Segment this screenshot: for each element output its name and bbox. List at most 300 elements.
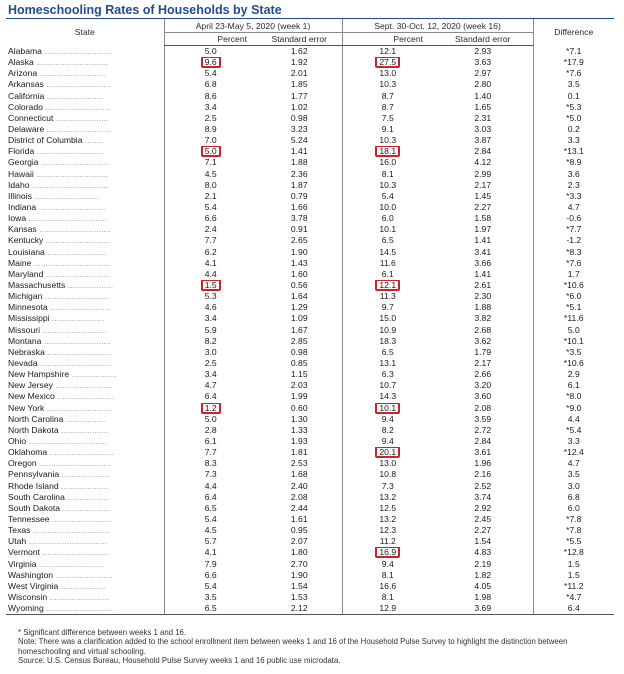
state-name-cell (6, 169, 164, 180)
state-name-cell (6, 224, 164, 235)
difference-value: 0.1 (567, 90, 580, 101)
difference-value-cell (533, 79, 614, 90)
state-name-cell (6, 213, 164, 224)
source-note: Source: U.S. Census Bureau, Household Pulse Survey weeks 1 and 16 public use microdata. (18, 655, 341, 665)
week16-percent: 10.3 (379, 179, 397, 190)
table-row (6, 547, 614, 558)
state-name: Oklahoma (8, 447, 48, 458)
week16-stderr: 2.93 (474, 46, 492, 57)
week16-stderr-cell (433, 213, 533, 224)
state-name-cell (6, 558, 164, 569)
week1-percent-cell (164, 558, 257, 569)
week16-percent-cell (342, 425, 433, 436)
week1-percent: 6.5 (204, 502, 217, 513)
leader-dots: ........................ (54, 391, 115, 402)
week1-stderr: 0.79 (290, 190, 308, 201)
week16-percent-cell (342, 313, 433, 324)
week1-stderr-cell (257, 191, 342, 202)
week1-stderr-cell (257, 68, 342, 79)
difference-value: *7.1 (566, 45, 582, 56)
week16-stderr: 3.87 (474, 135, 492, 146)
difference-value: *17.9 (563, 57, 584, 68)
week16-stderr-cell (433, 291, 533, 302)
week1-percent: 2.5 (204, 112, 217, 123)
week1-percent: 2.5 (204, 358, 217, 368)
week16-percent-cell (342, 570, 433, 581)
week1-stderr-cell (257, 414, 342, 425)
homeschool-table-container (6, 18, 614, 615)
week1-stderr-cell (257, 157, 342, 168)
header-week1-percent: Percent (164, 33, 257, 46)
week16-stderr: 2.27 (474, 202, 492, 213)
week1-stderr-cell (257, 91, 342, 102)
state-name-cell (6, 46, 164, 58)
difference-value: *5.5 (566, 536, 582, 547)
week16-stderr: 2.17 (474, 358, 492, 368)
table-row (6, 391, 614, 402)
state-name: New Hampshire (8, 369, 70, 380)
week1-stderr: 1.54 (290, 580, 308, 591)
week1-stderr-cell (257, 436, 342, 447)
difference-value-cell (533, 514, 614, 525)
difference-value-cell (533, 547, 614, 558)
difference-value-cell (533, 169, 614, 180)
week1-percent-cell (164, 280, 257, 291)
week16-stderr: 2.16 (474, 469, 492, 480)
difference-value: *5.4 (566, 424, 582, 435)
week16-percent: 5.4 (381, 190, 394, 201)
week1-percent: 3.0 (204, 346, 217, 357)
week16-stderr: 2.19 (474, 558, 492, 569)
week1-percent: 5.7 (204, 536, 217, 547)
leader-dots: ............................ (37, 68, 107, 79)
difference-value-cell (533, 180, 614, 191)
difference-value: 1.7 (567, 268, 580, 279)
state-name-cell (6, 492, 164, 503)
week16-percent: 13.2 (379, 491, 397, 502)
difference-value: *10.6 (563, 280, 584, 291)
week1-percent: 4.6 (204, 302, 217, 313)
table-row (6, 57, 614, 68)
week1-stderr: 1.62 (290, 46, 308, 57)
week16-percent-cell (342, 247, 433, 258)
week16-percent-cell (342, 492, 433, 503)
table-row (6, 191, 614, 202)
header-week16-stderr: Standard error (433, 33, 533, 46)
homeschool-table (6, 18, 614, 615)
week16-percent: 12.9 (379, 603, 397, 614)
leader-dots: .............................. (33, 57, 108, 68)
week16-stderr: 1.41 (474, 235, 492, 246)
week16-percent: 9.7 (381, 302, 394, 313)
week1-stderr: 1.43 (290, 257, 308, 268)
state-name-cell (6, 269, 164, 280)
table-row (6, 135, 614, 146)
week16-percent-cell (342, 235, 433, 246)
week16-stderr: 1.96 (474, 458, 492, 469)
table-row (6, 235, 614, 246)
difference-value-cell (533, 57, 614, 68)
week16-stderr: 3.82 (474, 313, 492, 324)
week16-stderr: 4.05 (474, 580, 492, 591)
state-name-cell (6, 291, 164, 302)
week1-percent: 5.3 (204, 291, 217, 302)
week16-stderr: 3.03 (474, 124, 492, 135)
week1-percent: 3.4 (204, 369, 217, 380)
week16-percent: 6.1 (381, 268, 394, 279)
leader-dots: ............................ (43, 603, 113, 614)
week1-percent: 3.4 (204, 101, 217, 112)
week16-stderr: 3.74 (474, 491, 492, 502)
leader-dots: ................................. (26, 213, 108, 224)
week1-percent-cell (164, 403, 257, 414)
week1-stderr-cell (257, 46, 342, 58)
week1-stderr: 2.65 (290, 235, 308, 246)
table-row (6, 347, 614, 358)
difference-value: 6.8 (567, 491, 580, 502)
week1-stderr: 0.95 (290, 525, 308, 536)
week1-percent-cell (164, 592, 257, 603)
week16-percent-cell (342, 469, 433, 480)
table-row (6, 202, 614, 213)
week16-stderr-cell (433, 258, 533, 269)
state-name: Delaware (8, 124, 45, 135)
week16-percent: 9.4 (381, 413, 394, 424)
leader-dots: ........................... (44, 402, 112, 413)
difference-value: 3.6 (567, 168, 580, 179)
leader-dots: ................... (65, 280, 114, 291)
week16-stderr-cell (433, 458, 533, 469)
week16-percent-cell (342, 135, 433, 146)
week1-stderr: 1.88 (290, 157, 308, 168)
week1-stderr-cell (257, 146, 342, 157)
table-row (6, 436, 614, 447)
state-name-cell (6, 436, 164, 447)
leader-dots: ......................... (44, 246, 107, 257)
week1-stderr: 3.78 (290, 213, 308, 224)
state-name-cell (6, 202, 164, 213)
week16-stderr-cell (433, 302, 533, 313)
week16-stderr-cell (433, 79, 533, 90)
state-name: Oregon (8, 458, 37, 469)
week1-percent-cell (164, 458, 257, 469)
header-state: State (6, 19, 164, 46)
week16-percent: 15.0 (379, 313, 397, 324)
week16-stderr-cell (433, 447, 533, 458)
week16-percent-cell (342, 91, 433, 102)
week1-stderr-cell (257, 492, 342, 503)
state-name: West Virginia (8, 580, 59, 591)
state-name: Arkansas (8, 79, 44, 90)
difference-value-cell (533, 46, 614, 58)
week16-stderr-cell (433, 503, 533, 514)
state-name-cell (6, 447, 164, 458)
table-row (6, 425, 614, 436)
week16-percent: 13.0 (379, 68, 397, 79)
week16-stderr-cell (433, 603, 533, 615)
week1-percent: 8.3 (204, 458, 217, 469)
week16-stderr: 2.80 (474, 79, 492, 90)
week1-stderr: 2.03 (290, 380, 308, 391)
week1-stderr-cell (257, 302, 342, 313)
week1-percent: 4.4 (204, 480, 217, 491)
week16-percent: 8.1 (381, 569, 394, 580)
week16-stderr: 3.20 (474, 380, 492, 391)
state-name: Washington (8, 569, 54, 580)
difference-value: *5.0 (566, 112, 582, 123)
week1-percent: 8.0 (204, 179, 217, 190)
week16-percent-cell (342, 68, 433, 79)
leader-dots: ............................ (41, 335, 111, 346)
state-name: Alaska (8, 57, 34, 68)
state-name-cell (6, 91, 164, 102)
week16-stderr: 1.82 (474, 569, 492, 580)
week16-percent-cell (342, 592, 433, 603)
state-name: Virginia (8, 558, 37, 569)
state-name-cell (6, 247, 164, 258)
leader-dots: ................................ (29, 179, 109, 190)
leader-dots: ................................. (26, 536, 108, 547)
table-row (6, 458, 614, 469)
week16-stderr-cell (433, 369, 533, 380)
week16-stderr-cell (433, 280, 533, 291)
week16-stderr-cell (433, 469, 533, 480)
week1-percent-cell (164, 157, 257, 168)
week1-stderr: 0.60 (290, 402, 308, 413)
week16-stderr-cell (433, 180, 533, 191)
week1-percent-cell (164, 581, 257, 592)
week1-stderr: 0.98 (290, 112, 308, 123)
week16-percent-cell (342, 157, 433, 168)
difference-value: 2.3 (567, 179, 580, 190)
week1-percent: 5.4 (204, 513, 217, 524)
leader-dots: .............................. (33, 168, 108, 179)
week16-percent-cell (342, 213, 433, 224)
week1-stderr-cell (257, 536, 342, 547)
week1-percent-cell (164, 191, 257, 202)
week16-stderr-cell (433, 358, 533, 369)
week1-percent: 4.1 (204, 257, 217, 268)
significance-note: * Significant difference between weeks 1 and 16. (18, 628, 187, 637)
difference-value-cell (533, 592, 614, 603)
table-row (6, 157, 614, 168)
week1-stderr-cell (257, 558, 342, 569)
week1-percent-cell (164, 180, 257, 191)
week16-stderr: 1.88 (474, 302, 492, 313)
state-name: Kansas (8, 224, 37, 235)
table-row (6, 536, 614, 547)
week1-stderr-cell (257, 135, 342, 146)
difference-value-cell (533, 391, 614, 402)
state-name-cell (6, 469, 164, 480)
week16-percent-cell (342, 436, 433, 447)
state-name: Idaho (8, 179, 30, 190)
week16-percent-cell (342, 224, 433, 235)
week1-stderr: 1.15 (290, 369, 308, 380)
state-name-cell (6, 113, 164, 124)
difference-value: 4.7 (567, 458, 580, 469)
table-row (6, 224, 614, 235)
difference-value: 5.0 (567, 324, 580, 335)
week1-percent: 5.0 (204, 413, 217, 424)
state-name-cell (6, 480, 164, 491)
difference-value: *10.1 (563, 335, 584, 346)
table-row (6, 91, 614, 102)
week16-stderr-cell (433, 581, 533, 592)
week16-percent-cell (342, 380, 433, 391)
leader-dots: ........................... (40, 324, 107, 335)
week16-percent: 16.0 (379, 157, 397, 168)
week16-percent-cell (342, 124, 433, 135)
week16-percent: 8.1 (381, 168, 394, 179)
week16-stderr-cell (433, 46, 533, 58)
week1-percent: 4.5 (204, 168, 217, 179)
state-name: Michigan (8, 291, 43, 302)
table-row (6, 113, 614, 124)
difference-value: *7.7 (566, 224, 582, 235)
week16-percent: 10.1 (379, 224, 397, 235)
state-name: Mississippi (8, 313, 50, 324)
week1-percent-cell (164, 603, 257, 615)
difference-value-cell (533, 347, 614, 358)
week1-stderr: 1.09 (290, 313, 308, 324)
difference-value-cell (533, 380, 614, 391)
week1-stderr-cell (257, 469, 342, 480)
week1-percent: 6.6 (204, 213, 217, 224)
difference-value: *4.7 (566, 591, 582, 602)
table-row (6, 79, 614, 90)
difference-value: *7.8 (566, 525, 582, 536)
week16-percent-cell (342, 302, 433, 313)
leader-dots: ......................... (47, 302, 110, 313)
state-name-cell (6, 458, 164, 469)
leader-dots: ................................. (26, 435, 108, 446)
week16-percent-cell (342, 358, 433, 369)
week1-percent-cell (164, 135, 257, 146)
leader-dots: ........................ (53, 569, 113, 580)
week1-stderr-cell (257, 79, 342, 90)
difference-value: *11.2 (564, 580, 584, 591)
week1-stderr: 0.85 (290, 358, 308, 368)
week16-percent-cell (342, 514, 433, 525)
week16-percent: 8.1 (381, 591, 394, 602)
table-row (6, 558, 614, 569)
week16-percent: 12.3 (379, 525, 397, 536)
week16-percent-cell (342, 57, 433, 68)
state-name: Arizona (8, 68, 38, 79)
week1-percent-cell (164, 492, 257, 503)
week16-percent-cell (342, 325, 433, 336)
week16-stderr-cell (433, 414, 533, 425)
week16-percent: 6.0 (381, 213, 394, 224)
state-name: Colorado (8, 101, 43, 112)
week1-percent-cell (164, 358, 257, 369)
week16-percent: 14.5 (379, 246, 397, 257)
difference-value-cell (533, 247, 614, 258)
difference-value: *12.8 (563, 547, 584, 558)
state-name-cell (6, 514, 164, 525)
state-name: New Jersey (8, 380, 53, 391)
week1-percent-cell (164, 436, 257, 447)
week1-stderr: 2.85 (290, 335, 308, 346)
week1-percent-cell (164, 570, 257, 581)
week16-percent-highlighted: 10.1 (375, 403, 400, 414)
week16-stderr-cell (433, 492, 533, 503)
week16-percent-cell (342, 79, 433, 90)
week1-stderr-cell (257, 525, 342, 536)
week16-percent: 9.1 (381, 124, 394, 135)
leader-dots: .................... (60, 502, 111, 513)
state-name: Louisiana (8, 246, 45, 257)
difference-value-cell (533, 469, 614, 480)
state-name: Minnesota (8, 302, 48, 313)
table-row (6, 447, 614, 458)
leader-dots: ...................... (53, 112, 109, 123)
difference-value: 1.5 (567, 569, 580, 580)
week16-stderr: 3.59 (474, 413, 492, 424)
week16-percent-cell (342, 391, 433, 402)
table-row (6, 313, 614, 324)
state-name-cell (6, 102, 164, 113)
difference-value-cell (533, 213, 614, 224)
week1-stderr: 5.24 (290, 135, 308, 146)
week1-stderr: 1.68 (290, 469, 308, 480)
state-name-cell (6, 146, 164, 157)
table-row (6, 570, 614, 581)
week1-percent-cell (164, 258, 257, 269)
state-name: Iowa (8, 213, 27, 224)
difference-value: 4.7 (567, 202, 580, 213)
week1-percent-cell (164, 514, 257, 525)
week16-percent: 8.2 (381, 424, 394, 435)
week16-percent: 8.7 (381, 101, 394, 112)
week1-stderr: 2.44 (290, 502, 308, 513)
week16-percent-highlighted: 18.1 (375, 146, 400, 157)
state-name: New Mexico (8, 391, 55, 402)
week16-percent-cell (342, 180, 433, 191)
week1-stderr: 1.30 (290, 413, 308, 424)
week1-stderr-cell (257, 592, 342, 603)
week1-stderr-cell (257, 503, 342, 514)
week1-stderr: 1.66 (290, 202, 308, 213)
state-name: Wyoming (8, 603, 44, 614)
week1-stderr-cell (257, 570, 342, 581)
week16-percent-cell (342, 447, 433, 458)
table-row (6, 124, 614, 135)
week1-stderr-cell (257, 280, 342, 291)
week16-stderr: 1.97 (474, 224, 492, 235)
week1-stderr-cell (257, 358, 342, 369)
difference-value-cell (533, 325, 614, 336)
state-name-cell (6, 124, 164, 135)
week1-percent-cell (164, 347, 257, 358)
table-row (6, 269, 614, 280)
week1-percent: 6.6 (204, 569, 217, 580)
table-row (6, 503, 614, 514)
week1-stderr: 1.64 (290, 291, 308, 302)
week1-stderr: 1.90 (290, 569, 308, 580)
difference-value: *6.0 (566, 291, 582, 302)
week16-percent-cell (342, 347, 433, 358)
week16-percent: 10.3 (379, 135, 397, 146)
state-name-cell (6, 592, 164, 603)
header-week1: April 23-May 5, 2020 (week 1) (164, 19, 342, 33)
table-row (6, 247, 614, 258)
difference-value-cell (533, 224, 614, 235)
week1-percent-cell (164, 202, 257, 213)
week1-percent: 6.8 (204, 79, 217, 90)
difference-value: 3.0 (567, 480, 580, 491)
